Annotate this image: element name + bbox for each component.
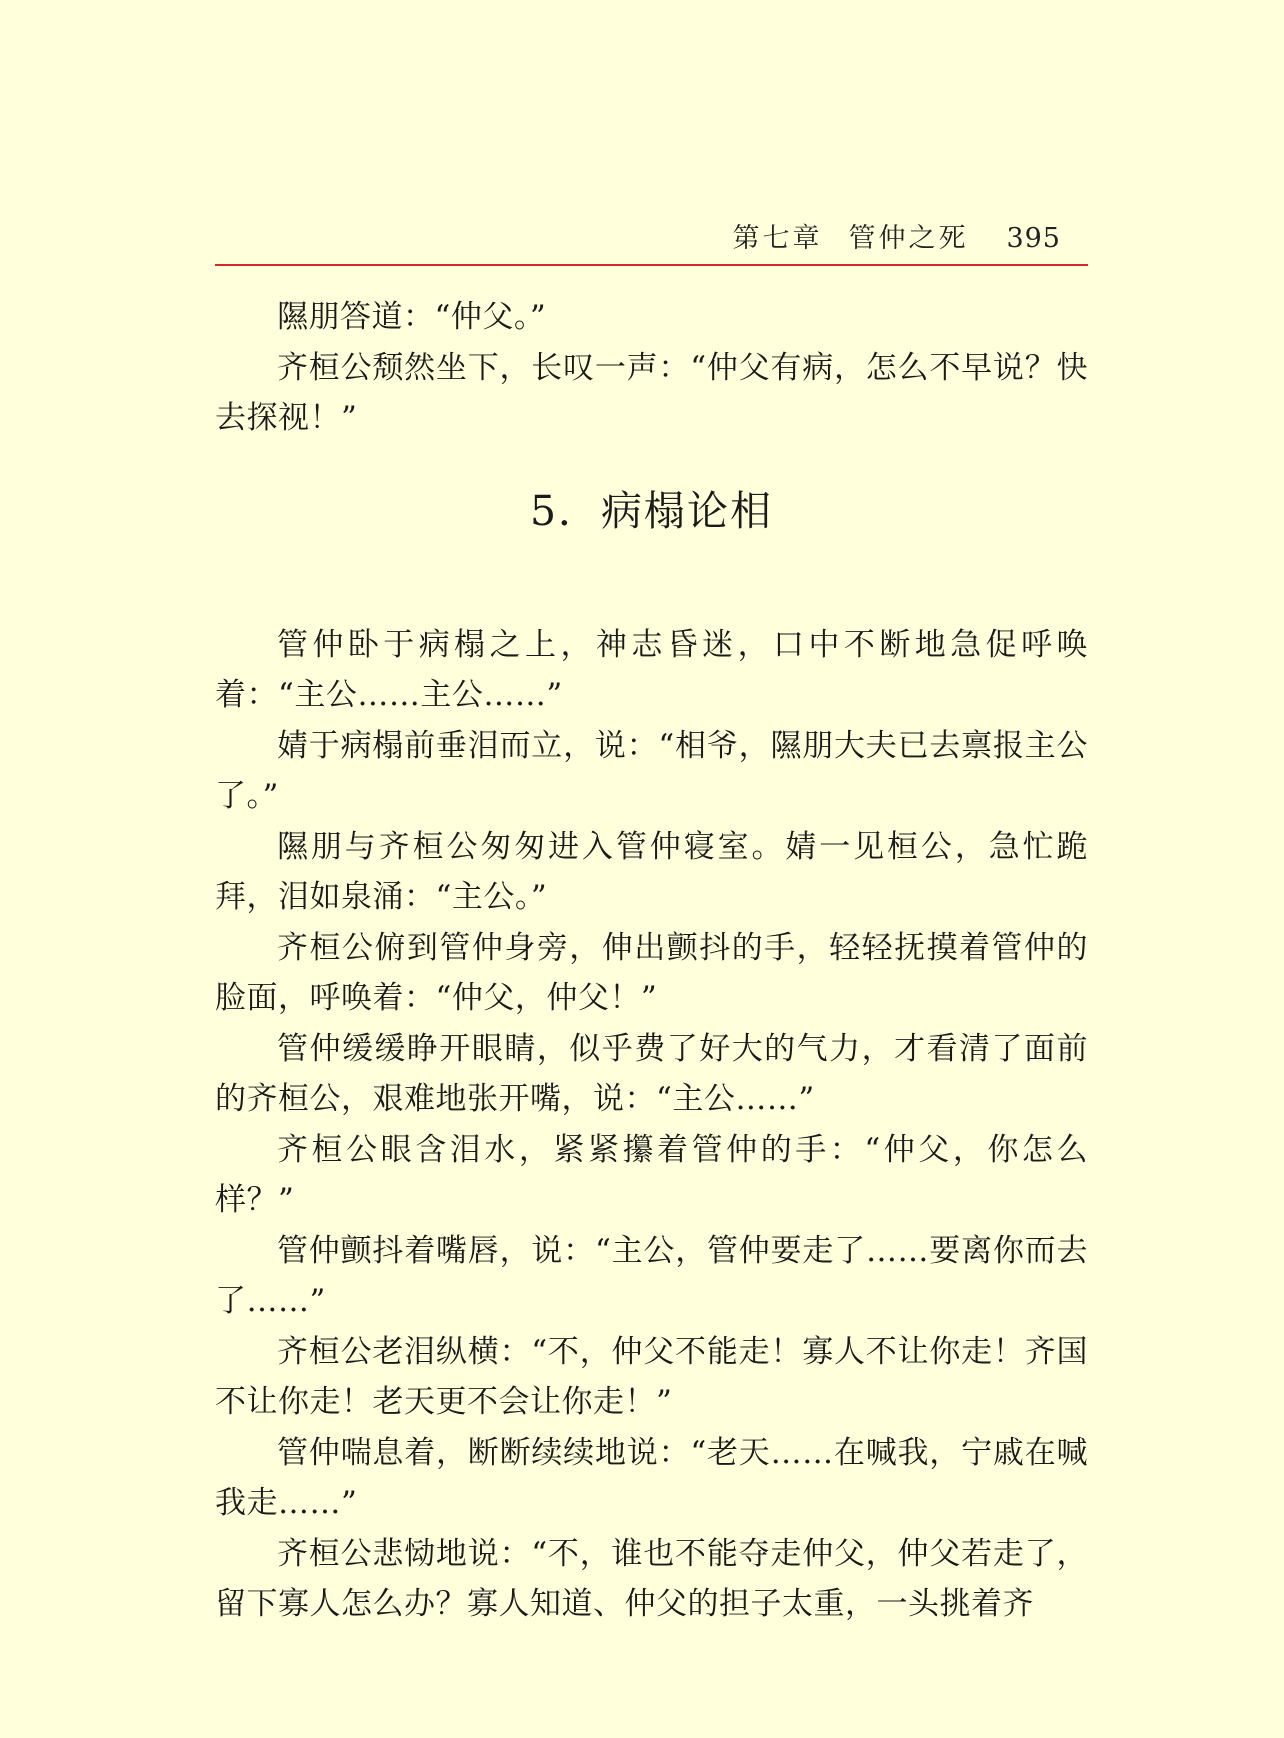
paragraph: 婧于病榻前垂泪而立，说：“相爷，隰朋大夫已去禀报主公了。”: [215, 727, 1088, 814]
book-page: [215, 0, 1088, 1738]
paragraph: 齐桓公俯到管仲身旁，伸出颤抖的手，轻轻抚摸着管仲的脸面，呼唤着：“仲父，仲父！”: [215, 929, 1088, 1016]
paragraph: 齐桓公老泪纵横：“不，仲父不能走！寡人不让你走！齐国不让你走！老天更不会让你走！”: [215, 1333, 1088, 1420]
paragraph: 隰朋答道：“仲父。”: [277, 299, 547, 335]
running-header: [732, 216, 1061, 255]
paragraph: 隰朋与齐桓公匆匆进入管仲寝室。婧一见桓公，急忙跪拜，泪如泉涌：“主公。”: [215, 828, 1088, 915]
paragraph: 齐桓公眼含泪水，紧紧攥着管仲的手：“仲父，你怎么样？”: [215, 1131, 1088, 1218]
section-heading: 5．病榻论相: [529, 486, 774, 535]
paragraph: 管仲卧于病榻之上，神志昏迷，口中不断地急促呼唤着：“主公……主公……”: [215, 626, 1088, 713]
paragraph: 齐桓公悲恸地说：“不，谁也不能夺走仲父，仲父若走了，留下寡人怎么办？寡人知道、仲父的担子太重，一头挑着齐: [215, 1535, 1088, 1622]
paragraph: 管仲颤抖着嘴唇，说：“主公，管仲要走了……要离你而去了……”: [215, 1232, 1088, 1319]
page-number: 395: [1006, 223, 1061, 254]
chapter-title: 管仲之死: [848, 223, 969, 254]
paragraph: 齐桓公颓然坐下，长叹一声：“仲父有病，怎么不早说？快去探视！”: [215, 349, 1088, 436]
header-rule: [215, 264, 1088, 266]
chapter-label: 第七章: [732, 223, 823, 254]
paragraph: 管仲喘息着，断断续续地说：“老天……在喊我，宁戚在喊我走……”: [215, 1434, 1088, 1521]
paragraph: 管仲缓缓睁开眼睛，似乎费了好大的气力，才看清了面前的齐桓公，艰难地张开嘴，说：“主公……”: [215, 1030, 1088, 1117]
body-text: [215, 292, 1088, 1630]
